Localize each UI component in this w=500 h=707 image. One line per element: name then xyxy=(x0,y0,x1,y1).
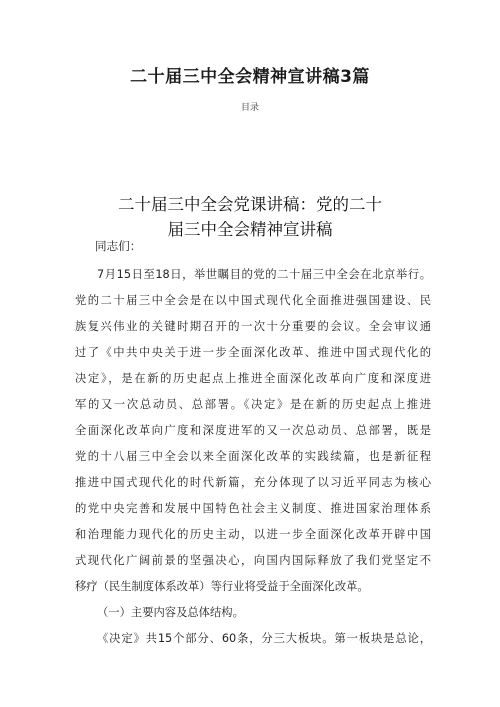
paragraph-line: 过了《中共中央关于进一步全面深化改革、推进中国式现代化的 xyxy=(75,346,431,359)
body-text xyxy=(75,262,431,652)
section-title-line-2: 届三中全会精神宣讲稿 xyxy=(167,220,333,239)
paragraph-line: 7月15日至18日，举世瞩目的党的二十届三中全会在北京举行。 xyxy=(97,268,431,281)
toc-label: 目录 xyxy=(240,103,259,113)
paragraph-line: 决定》，是在新的历史起点上推进全面深化改革向广度和深度进 xyxy=(75,372,431,385)
document-title: 二十届三中全会精神宣讲稿3篇 xyxy=(130,67,370,87)
subheading-line: （一）主要内容及总体结构。 xyxy=(97,606,244,619)
paragraph-line: 的党中央完善和发展中国特色社会主义制度、推进国家治理体系 xyxy=(75,502,431,515)
paragraph-line: 军的又一次总动员、总部署。《决定》是在新的历史起点上推进 xyxy=(75,398,431,411)
paragraph-line: 族复兴伟业的关键时期召开的一次十分重要的会议。全会审议通 xyxy=(75,320,431,333)
greeting: 同志们： xyxy=(95,239,142,253)
paragraph-line: 和治理能力现代化的历史主动，以进一步全面深化改革开辟中国 xyxy=(75,528,431,541)
paragraph-line: 党的二十届三中全会是在以中国式现代化全面推进强国建设、民 xyxy=(75,294,431,307)
paragraph-line: 全面深化改革向广度和深度进军的又一次总动员、总部署，既是 xyxy=(75,424,431,437)
paragraph-line: 推进中国式现代化的时代新篇，充分体现了以习近平同志为核心 xyxy=(75,476,431,489)
paragraph-line: 移疗（民生制度体系改革）等行业将受益于全面深化改革。 xyxy=(75,580,369,593)
section-title-line-1: 二十届三中全会党课讲稿：党的二十 xyxy=(118,195,382,214)
paragraph-line: 《决定》共15个部分、60条，分三大板块。第一板块是总论， xyxy=(97,632,431,645)
paragraph-line: 式现代化广阔前景的坚强决心，向国内国际释放了我们党坚定不 xyxy=(75,554,431,567)
paragraph-line: 党的十八届三中全会以来全面深化改革的实践续篇，也是新征程 xyxy=(75,450,431,463)
section-title xyxy=(0,192,500,242)
